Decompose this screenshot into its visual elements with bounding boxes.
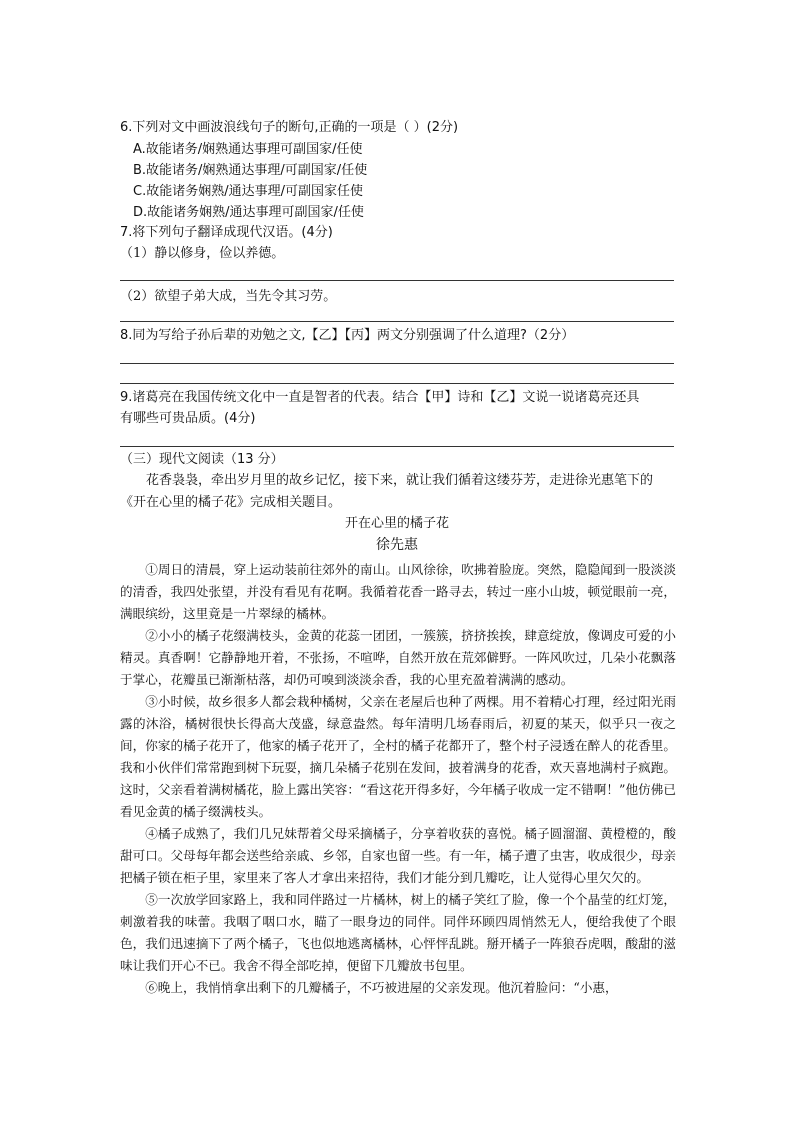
q7-item-1: （1）静以修身，俭以养德。 xyxy=(120,246,285,261)
article-paragraph-1: ①周日的清晨，穿上运动装前往郊外的南山。山风徐徐，吹拂着脸庞。突然，隐隐闻到一股淡淡的清香，我四处张望，并没有看见有花啊。我循着花香一路寻去，转过一座小山坡，顿觉眼前一亮，满眼缤纷，这里竟是一片翠绿的橘林。 xyxy=(120,562,676,621)
article-paragraph-4: ④橘子成熟了，我们几兄妹帮着父母采摘橘子，分享着收获的喜悦。橘子圆溜溜、黄橙橙的，酸甜可口。父母每年都会送些给亲戚、乡邻，自家也留一些。有一年，橘子遭了虫害，收成很少，母亲把橘子锁在柜子里，家里来了客人才拿出来招待，我们才能分到几瓣吃，让人觉得心里欠欠的。 xyxy=(120,826,676,885)
article-body xyxy=(120,559,676,999)
section-intro xyxy=(120,470,676,514)
article-paragraph-2: ②小小的橘子花缀满枝头，金黄的花蕊一团团，一簇簇，挤挤挨挨，肆意绽放，像调皮可爱的小精灵。真香啊！它静静地开着，不张扬，不喧哗，自然开放在荒郊僻野。一阵风吹过，几朵小花飘落于掌心，花瓣虽已渐渐枯落，却仍可嗅到淡淡余香，我的心里充盈着满满的感动。 xyxy=(120,628,676,687)
q7-stem: 7.将下列句子翻译成现代汉语。(4分) xyxy=(120,225,333,240)
section-heading: （三）现代文阅读（13 分） xyxy=(120,452,284,467)
article-paragraph-5: ⑤一次放学回家路上，我和同伴路过一片橘林，树上的橘子笑红了脸，像一个个晶莹的红灯笼，刺激着我的味蕾。我咽了咽口水，瞄了一眼身边的同伴。同伴环顾四周悄然无人，便给我使了个眼色，我们迅速摘下了两个橘子，飞也似地逃离橘林，心怦怦乱跳。掰开橘子一阵狼吞虎咽，酸甜的滋味让我们开心不已。我舍不得全部吃掉，便留下几瓣放书包里。 xyxy=(120,892,676,973)
answer-line xyxy=(120,363,674,364)
answer-line xyxy=(120,446,674,447)
q6-option-d: D.故能诸务娴熟/通达事理可副国家/任使 xyxy=(133,205,364,220)
answer-line xyxy=(120,280,674,281)
q9-stem-line-1: 9.诸葛亮在我国传统文化中一直是智者的代表。结合【甲】诗和【乙】文说一说诸葛亮还具 xyxy=(120,390,640,405)
article-author: 徐先惠 xyxy=(376,537,418,553)
article-paragraph-6: ⑥晚上，我悄悄拿出剩下的几瓣橘子，不巧被进屋的父亲发现。他沉着脸问：“小惠， xyxy=(145,980,618,995)
q6-option-a: A.故能诸务/娴熟通达事理可副国家/任使 xyxy=(133,142,363,157)
q6-stem: 6.下列对文中画波浪线句子的断句,正确的一项是（ ）(2分) xyxy=(120,120,459,135)
q9-stem-line-2: 有哪些可贵品质。(4分) xyxy=(120,411,256,426)
q6-option-c: C.故能诸务娴熟/通达事理/可副国家任使 xyxy=(133,184,363,199)
section-intro-text: 花香袅袅，牵出岁月里的故乡记忆，接下来，就让我们循着这缕芬芳，走进徐光惠笔下的《开在心里的橘子花》完成相关题目。 xyxy=(120,473,654,510)
article-title: 开在心里的橘子花 xyxy=(344,516,449,531)
q6-option-b: B.故能诸务/娴熟通达事理/可副国家/任使 xyxy=(133,163,368,178)
q7-item-2: （2）欲望子弟大成，当先令其习劳。 xyxy=(120,289,337,304)
q8-stem: 8.同为写给子孙后辈的劝勉之文,【乙】【丙】两文分别强调了什么道理?（2分） xyxy=(120,328,575,343)
answer-line xyxy=(120,321,674,322)
answer-line xyxy=(120,383,674,384)
article-paragraph-3: ③小时候，故乡很多人都会栽种橘树，父亲在老屋后也种了两棵。用不着精心打理，经过阳光雨露的沐浴，橘树很快长得高大茂盛，绿意盎然。每年清明几场春雨后，初夏的某天，似乎只一夜之间，你家的橘子花开了，他家的橘子花开了，全村的橘子花都开了，整个村子浸透在醉人的花香里。我和小伙伴们常常跑到树下玩耍，摘几朵橘子花别在发间，披着满身的花香，欢天喜地满村子疯跑。这时，父亲看着满树橘花，脸上露出笑容：“看这花开得多好，今年橘子收成一定不错啊！”他仿佛已看见金黄的橘子缀满枝头。 xyxy=(120,694,676,819)
